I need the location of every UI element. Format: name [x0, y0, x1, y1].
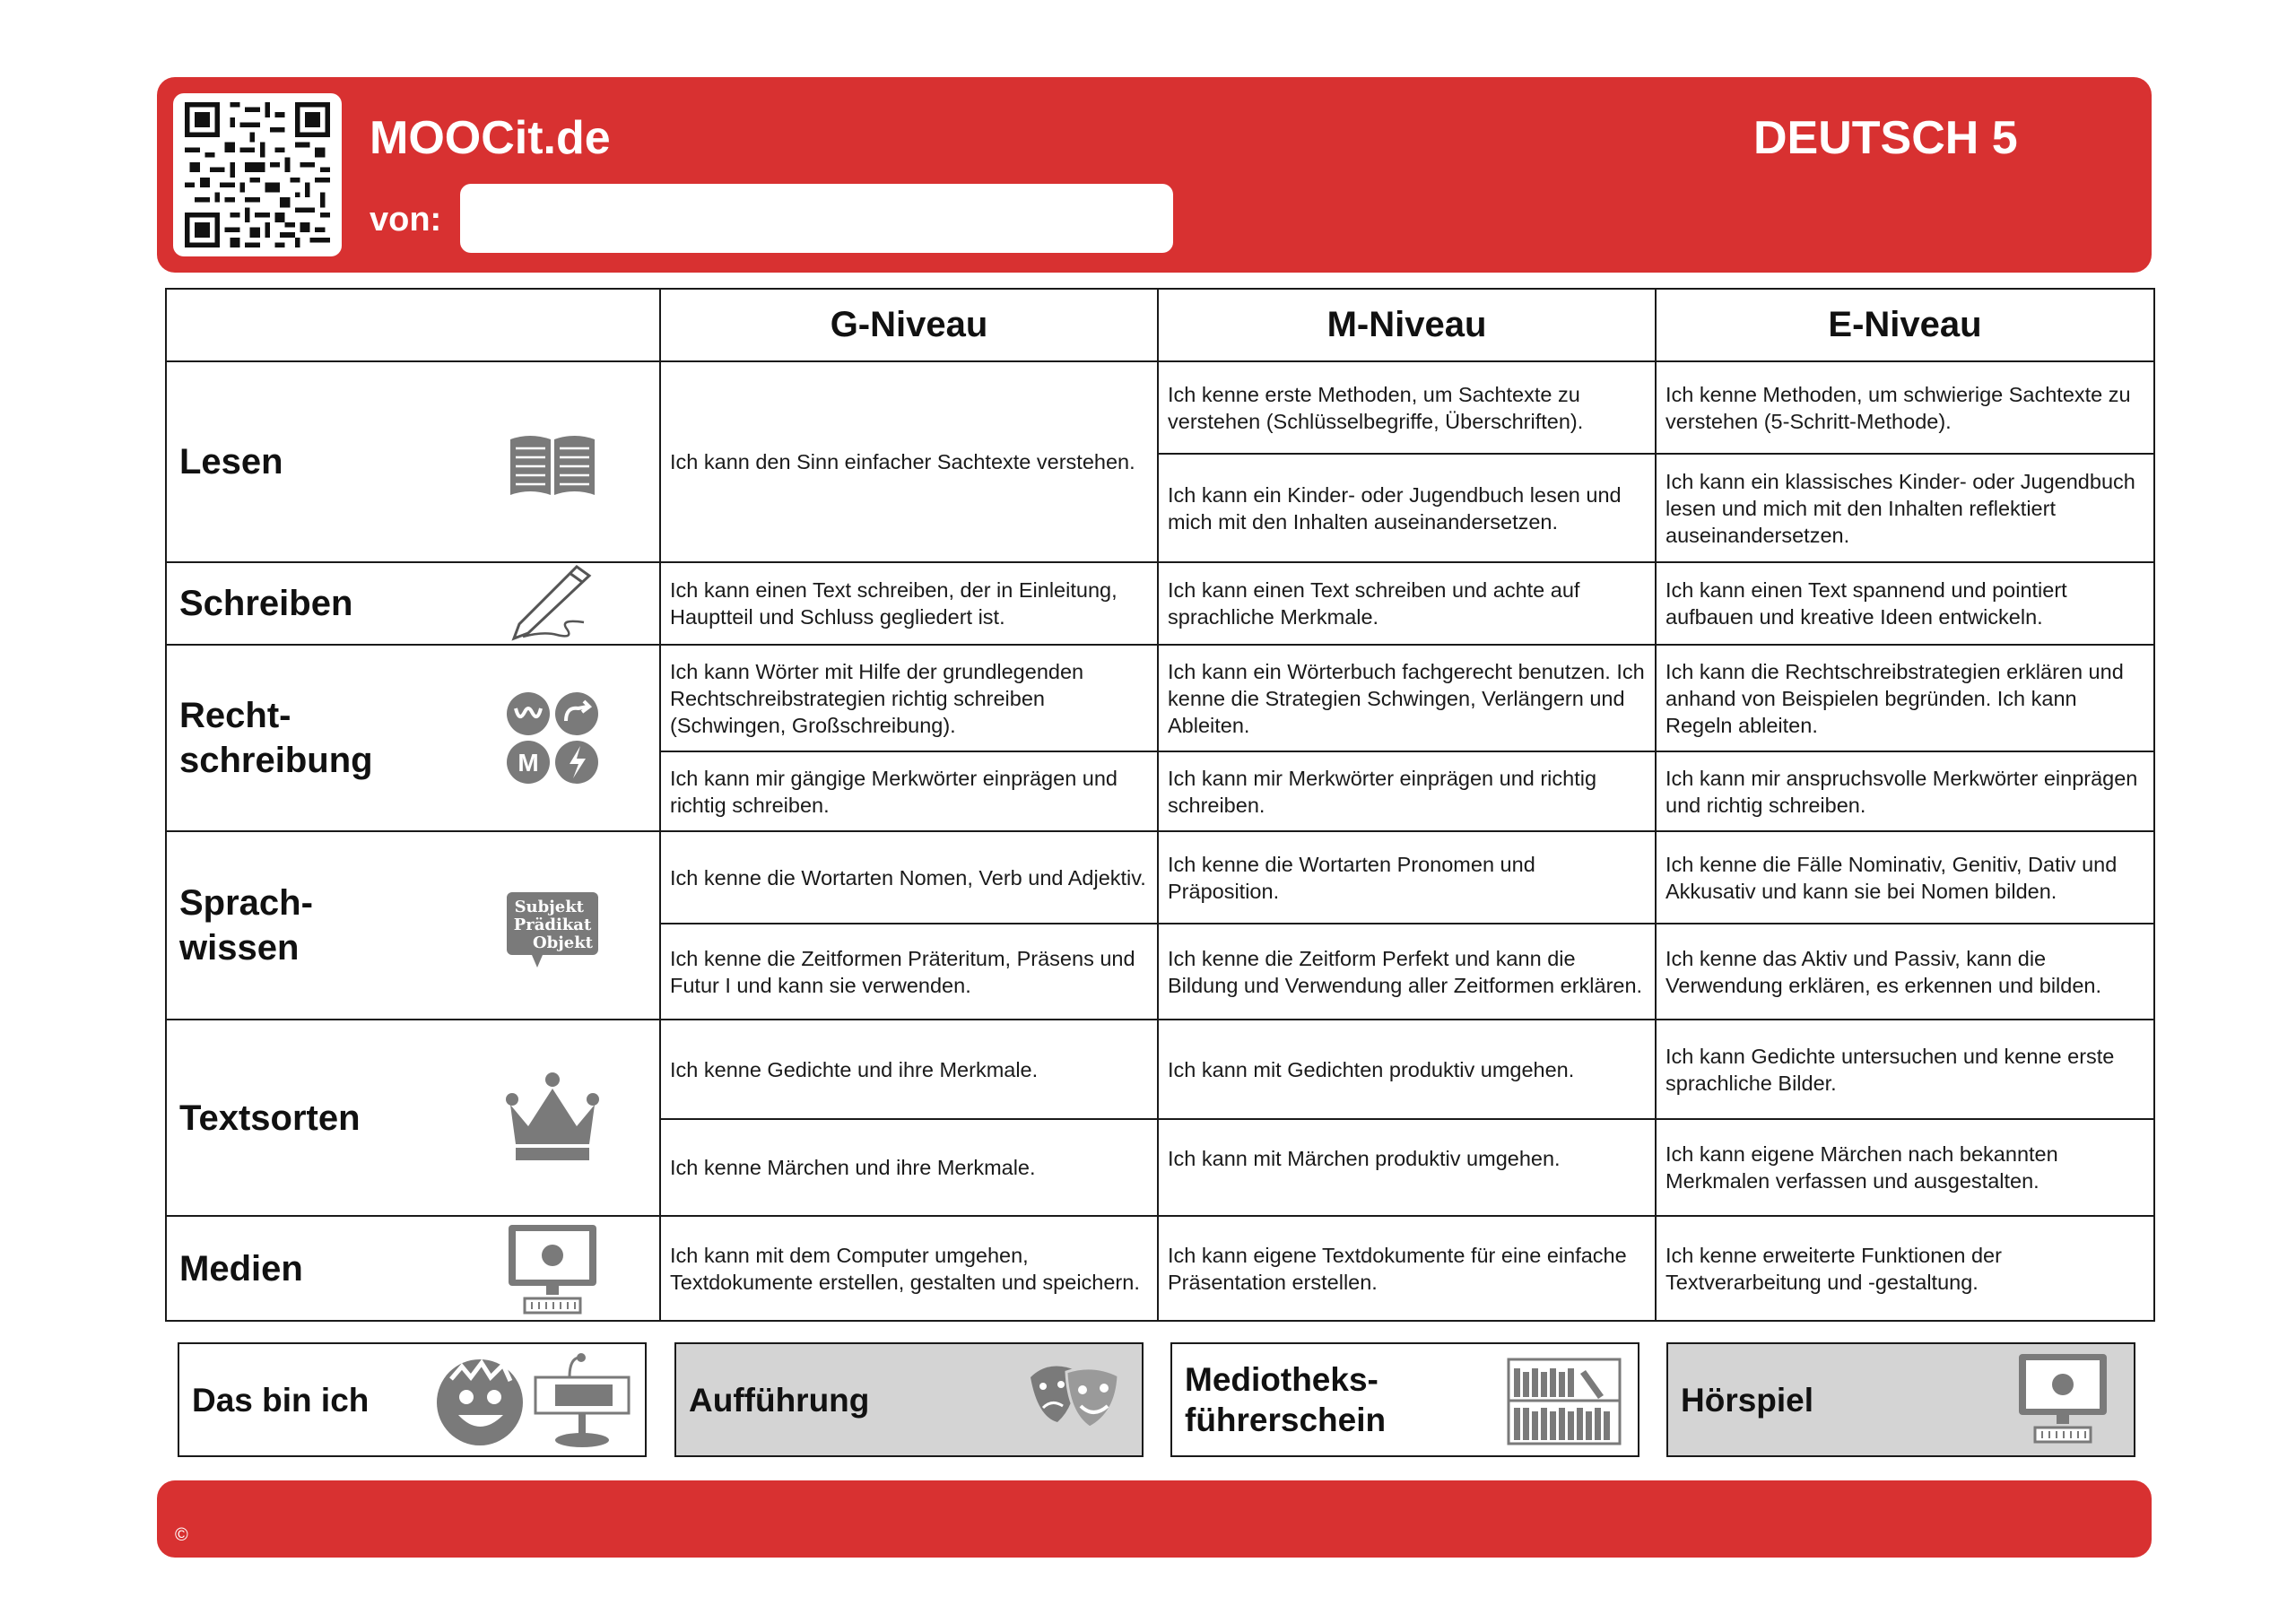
copyright-notice: ©	[175, 1525, 188, 1545]
cell-schreiben-e: Ich kann einen Text spannend und pointiert aufbauen und kreative Ideen entwickeln.	[1656, 562, 2154, 645]
cell-lesen-m2: Ich kann ein Kinder- oder Jugendbuch lesen und mich mit den Inhalten auseinandersetzen.	[1158, 454, 1656, 562]
cell-text-m2: Ich kann mit Märchen produktiv umgehen.	[1158, 1119, 1656, 1216]
von-label: von:	[370, 201, 442, 239]
category-label: Schreiben	[179, 584, 353, 623]
cell-medien-e: Ich kenne erweiterte Funktionen der Textverarbeitung und -gestaltung.	[1656, 1216, 2154, 1321]
name-input[interactable]	[460, 184, 1173, 253]
category-label: Lesen	[179, 442, 283, 482]
table-row	[166, 562, 2154, 645]
computer-icon	[503, 1219, 602, 1318]
cell-schreiben-g: Ich kann einen Text schreiben, der in Einleitung, Hauptteil und Schluss gegliedert ist.	[660, 562, 1158, 645]
svg-text:Prädikat: Prädikat	[513, 916, 592, 934]
cell-sprach-g1: Ich kenne die Wortarten Nomen, Verb und Adjektiv.	[660, 831, 1158, 924]
cell-sprach-m2: Ich kenne die Zeitform Perfekt und kann die Bildung und Verwendung aller Zeitformen erklären.	[1158, 924, 1656, 1020]
column-header-m: M-Niveau	[1158, 289, 1656, 361]
face-desk-icon	[435, 1350, 632, 1449]
category-textsorten	[166, 1020, 660, 1216]
column-header-e: E-Niveau	[1656, 289, 2154, 361]
project-das-bin-ich[interactable]	[178, 1342, 647, 1457]
cell-lesen-m1: Ich kenne erste Methoden, um Sachtexte zu verstehen (Schlüsselbegriffe, Überschriften).	[1158, 361, 1656, 454]
category-sprachwissen	[166, 831, 660, 1020]
table-row	[166, 1216, 2154, 1321]
svg-text:Subjekt: Subjekt	[514, 898, 584, 916]
cell-lesen-e1: Ich kenne Methoden, um schwierige Sachtexte zu verstehen (5-Schritt-Methode).	[1656, 361, 2154, 454]
cell-lesen-e2: Ich kann ein klassisches Kinder- oder Jugendbuch lesen und mich mit den Inhalten reflektiert auseinandersetzen.	[1656, 454, 2154, 562]
category-lesen	[166, 361, 660, 562]
project-row	[0, 1342, 2296, 1459]
cell-medien-g: Ich kann mit dem Computer umgehen, Textdokumente erstellen, gestalten und speichern.	[660, 1216, 1158, 1321]
project-label: Aufführung	[689, 1381, 870, 1419]
category-label: Recht- schreibung	[179, 696, 373, 780]
cell-lesen-g: Ich kann den Sinn einfacher Sachtexte verstehen.	[660, 361, 1158, 562]
category-label: Sprach- wissen	[179, 883, 313, 968]
svg-text:Objekt: Objekt	[532, 933, 593, 952]
category-label: Medien	[179, 1248, 303, 1289]
cell-recht-g1: Ich kann Wörter mit Hilfe der grundlegenden Rechtschreibstrategien richtig schreiben (Schwingen, Großschreibung).	[660, 645, 1158, 751]
cell-sprach-e1: Ich kenne die Fälle Nominativ, Genitiv, Dativ und Akkusativ und kann sie bei Nomen bilden.	[1656, 831, 2154, 924]
cell-recht-m1: Ich kann ein Wörterbuch fachgerecht benutzen. Ich kenne die Strategien Schwingen, Verlängern und Ableiten.	[1158, 645, 1656, 751]
project-hoerspiel[interactable]	[1666, 1342, 2135, 1457]
corner-cell	[166, 289, 660, 361]
cell-recht-e2: Ich kann mir anspruchsvolle Merkwörter einprägen und richtig schreiben.	[1656, 751, 2154, 831]
project-auffuehrung[interactable]	[674, 1342, 1144, 1457]
grammar-sign-icon	[503, 876, 602, 975]
cell-recht-g2: Ich kann mir gängige Merkwörter einprägen und richtig schreiben.	[660, 751, 1158, 831]
cell-sprach-m1: Ich kenne die Wortarten Pronomen und Präposition.	[1158, 831, 1656, 924]
computer-icon	[1924, 1350, 2121, 1449]
cell-text-g2: Ich kenne Märchen und ihre Merkmale.	[660, 1119, 1158, 1216]
cell-medien-m: Ich kann eigene Textdokumente für eine einfache Präsentation erstellen.	[1158, 1216, 1656, 1321]
project-label: Hörspiel	[1681, 1381, 1814, 1419]
table-row	[166, 1020, 2154, 1119]
category-schreiben	[166, 562, 660, 645]
qr-code[interactable]	[173, 93, 342, 256]
table-row	[166, 831, 2154, 924]
cell-sprach-e2: Ich kenne das Aktiv und Passiv, kann die Verwendung erklären, es erkennen und bilden.	[1656, 924, 2154, 1020]
category-label: Textsorten	[179, 1098, 361, 1138]
spelling-strategies-icon	[503, 689, 602, 787]
cell-text-m1: Ich kann mit Gedichten produktiv umgehen.	[1158, 1020, 1656, 1119]
pencil-icon	[503, 563, 602, 644]
table-row	[166, 361, 2154, 454]
site-title[interactable]: MOOCit.de	[370, 112, 611, 164]
theater-masks-icon	[932, 1350, 1129, 1449]
category-rechtschreibung	[166, 645, 660, 831]
cell-text-e1: Ich kann Gedichte untersuchen und kenne erste sprachliche Bilder.	[1656, 1020, 2154, 1119]
qr-code-icon	[182, 102, 333, 247]
svg-text:M: M	[517, 749, 539, 777]
header-row	[166, 289, 2154, 361]
cell-recht-m2: Ich kann mir Merkwörter einprägen und richtig schreiben.	[1158, 751, 1656, 831]
cell-recht-e1: Ich kann die Rechtschreibstrategien erklären und anhand von Beispielen begründen. Ich kann Regeln ableiten.	[1656, 645, 2154, 751]
cell-text-e2: Ich kann eigene Märchen nach bekannten Merkmalen verfassen und ausgestalten.	[1656, 1119, 2154, 1216]
category-medien	[166, 1216, 660, 1321]
bookshelf-icon	[1428, 1350, 1625, 1449]
cell-schreiben-m: Ich kann einen Text schreiben und achte auf sprachliche Merkmale.	[1158, 562, 1656, 645]
cell-sprach-g2: Ich kenne die Zeitformen Präteritum, Präsens und Futur I und kann sie verwenden.	[660, 924, 1158, 1020]
footer-bar	[157, 1480, 2152, 1558]
book-icon	[503, 412, 602, 511]
table-row	[166, 645, 2154, 751]
project-label: Das bin ich	[192, 1381, 370, 1419]
project-mediotheksfuehrerschein[interactable]	[1170, 1342, 1639, 1457]
project-label: Mediotheks- führerschein	[1185, 1361, 1387, 1438]
cell-text-g1: Ich kenne Gedichte und ihre Merkmale.	[660, 1020, 1158, 1119]
crown-icon	[503, 1069, 602, 1167]
competency-grid	[165, 288, 2155, 1322]
column-header-g: G-Niveau	[660, 289, 1158, 361]
subject-title: DEUTSCH 5	[1753, 112, 2018, 164]
